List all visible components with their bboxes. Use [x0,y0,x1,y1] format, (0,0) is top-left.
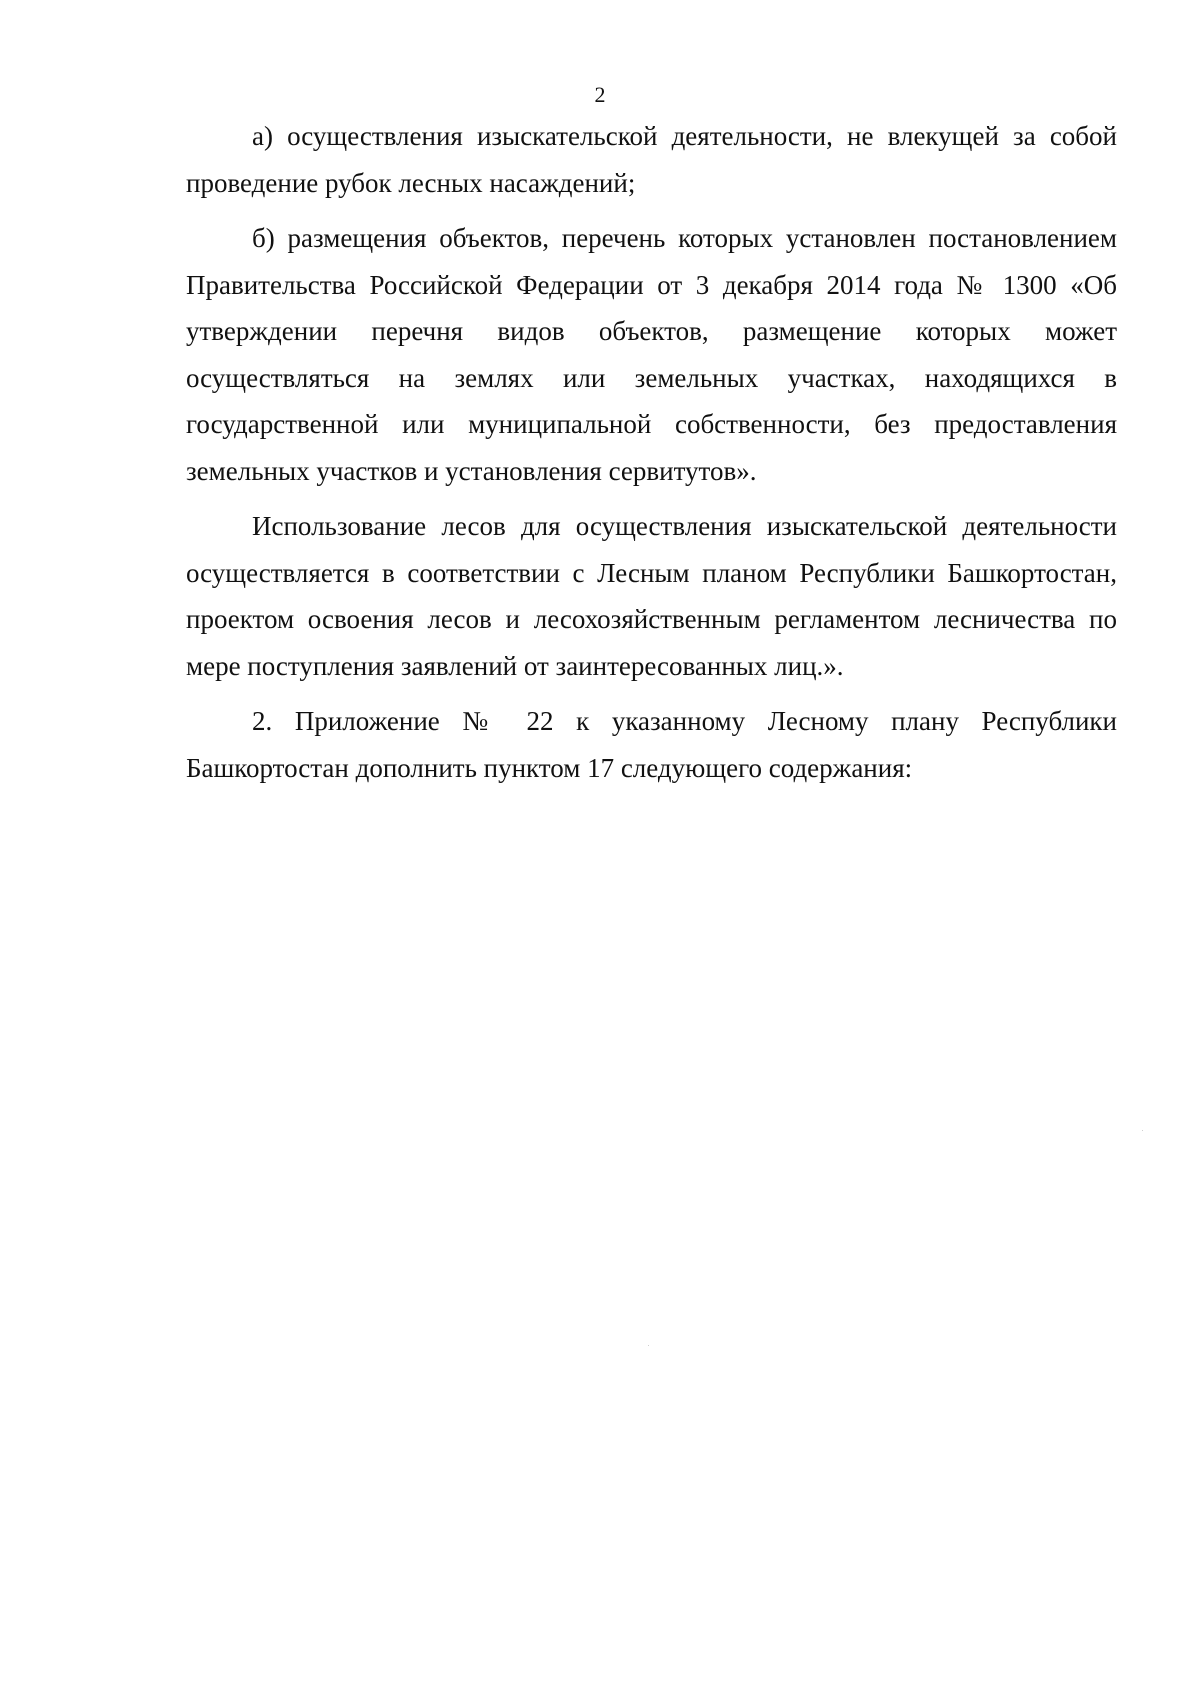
document-body [186,113,1117,800]
paragraph-appendix-22: 2. Приложение № 22 к указанному Лесному плану Республики Башкортостан дополнить пунктом 17 следующего содержания: [186,706,1117,783]
paragraph-forest-use: Использование лесов для осуществления изыскательской деятельности осуществляется в соответствии с Лесным планом Республики Башкортостан, проектом освоения лесов и лесохозяйственным регламентом лесничества по мере поступления заявлений от заинтересованных лиц.». [186,511,1117,681]
paragraph-item-b: б) размещения объектов, перечень которых установлен постановлением Правительства Российской Федерации от 3 декабря 2014 года № 1300 «Об утверждении перечня видов объектов, размещение которых может осуществляться на землях или земельных участках, находящихся в государственной или муниципальной собственности, без предоставления земельных участков и установления сервитутов». [186,223,1117,486]
scan-speck [1142,1130,1143,1131]
paragraph-item-a: а) осуществления изыскательской деятельности, не влекущей за собой проведение рубок лесных насаждений; [186,121,1117,198]
page-number: 2 [594,82,606,107]
scan-speck [648,1345,649,1346]
